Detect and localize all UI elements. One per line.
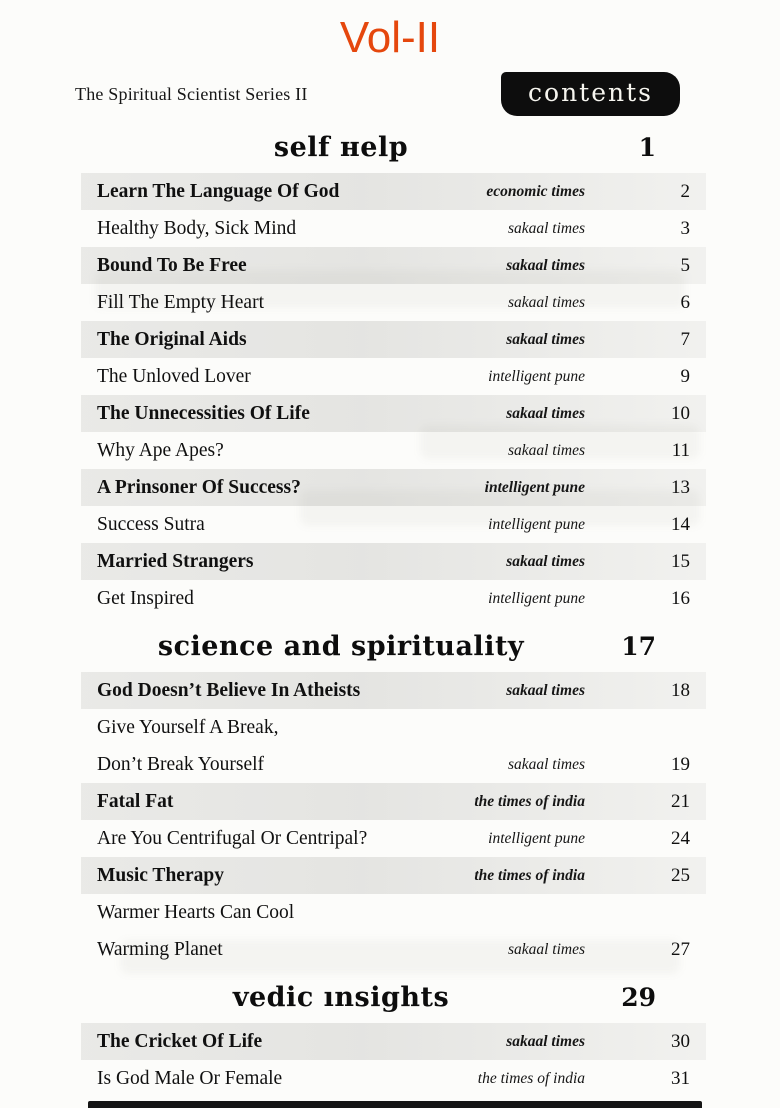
- toc-entry: [81, 321, 706, 358]
- entry-page-number: 6: [680, 292, 690, 314]
- entry-page-number: 7: [680, 329, 690, 351]
- entry-page-number: 30: [671, 1031, 690, 1053]
- toc-entry: [81, 672, 706, 709]
- entry-page-number: 2: [680, 181, 690, 203]
- toc-entry: [97, 358, 690, 395]
- table-of-contents: [0, 128, 780, 1097]
- entry-title: Why Ape Apes?: [97, 440, 224, 462]
- entry-page-number: 11: [671, 440, 690, 462]
- toc-entry: [97, 820, 690, 857]
- entry-page-number: 15: [671, 551, 690, 573]
- entry-page-number: 21: [671, 791, 690, 813]
- entry-source: the times of india: [474, 867, 585, 885]
- page-header: [0, 70, 780, 118]
- entry-source: sakaal times: [507, 294, 585, 312]
- entry-title: Success Sutra: [97, 514, 205, 536]
- entry-page-number: 27: [671, 939, 690, 961]
- entry-title: Fill The Empty Heart: [97, 292, 264, 314]
- entry-page-number: 31: [671, 1068, 690, 1090]
- entry-source: sakaal times: [507, 941, 585, 959]
- entry-title: Warmer Hearts Can Cool Warming Planet: [97, 902, 295, 961]
- toc-entry: [81, 395, 706, 432]
- entry-page-number: 25: [671, 865, 690, 887]
- toc-entry: [97, 210, 690, 247]
- entry-source: sakaal times: [506, 1033, 585, 1051]
- entry-source: the times of india: [477, 1070, 585, 1088]
- entry-title: Music Therapy: [97, 865, 224, 887]
- section-page-number: 29: [621, 983, 656, 1013]
- series-title: The Spiritual Scientist Series II: [75, 83, 308, 104]
- toc-entry: [81, 247, 706, 284]
- entry-source: intelligent pune: [484, 479, 585, 497]
- entry-source: sakaal times: [506, 553, 585, 571]
- entry-title: Fatal Fat: [97, 791, 174, 813]
- section-title-wrap: [97, 128, 585, 168]
- entry-page-number: 24: [671, 828, 690, 850]
- toc-entry: [97, 284, 690, 321]
- toc-entry: [97, 709, 690, 783]
- section-header: [97, 978, 690, 1018]
- entry-source: sakaal times: [507, 756, 585, 774]
- section-header: [97, 128, 690, 168]
- entry-source: the times of india: [474, 793, 585, 811]
- toc-entry: [81, 173, 706, 210]
- entry-source: sakaal times: [507, 442, 585, 460]
- entry-title: The Cricket Of Life: [97, 1031, 263, 1053]
- entry-title: Give Yourself A Break, Don’t Break Yourself: [97, 717, 279, 776]
- contents-badge: contents: [501, 72, 680, 116]
- section-page-number: 1: [638, 133, 656, 163]
- entry-source: intelligent pune: [488, 368, 585, 386]
- section-page-number: 17: [621, 632, 656, 662]
- entry-title: A Prinsoner Of Success?: [97, 477, 301, 499]
- toc-entry: [81, 1023, 706, 1060]
- entry-title: The Unnecessities Of Life: [97, 403, 310, 425]
- toc-section: [97, 128, 690, 617]
- entry-source: intelligent pune: [488, 830, 585, 848]
- entry-source: sakaal times: [506, 257, 585, 275]
- entry-page-number: 18: [671, 680, 690, 702]
- entry-title: Get Inspired: [97, 588, 194, 610]
- entry-source: intelligent pune: [488, 516, 585, 534]
- toc-entry: [97, 1060, 690, 1097]
- entry-page-number: 16: [671, 588, 690, 610]
- entry-page-number: 14: [671, 514, 690, 536]
- toc-entry: [97, 432, 690, 469]
- volume-title: Vol-II: [339, 13, 441, 62]
- entry-title: The Original Aids: [97, 329, 247, 351]
- toc-entry: [81, 857, 706, 894]
- toc-entry: [97, 894, 690, 968]
- toc-entry: [97, 506, 690, 543]
- entry-page-number: 19: [671, 754, 690, 776]
- entry-source: sakaal times: [507, 220, 585, 238]
- entry-source: economic times: [486, 183, 585, 201]
- section-title: vedic ınsights: [232, 982, 450, 1014]
- toc-entry: [81, 469, 706, 506]
- entry-title: Bound To Be Free: [97, 255, 247, 277]
- toc-entry: [97, 580, 690, 617]
- entry-title: Learn The Language Of God: [97, 181, 340, 203]
- entry-title: Is God Male Or Female: [97, 1068, 283, 1090]
- entry-source: sakaal times: [506, 682, 585, 700]
- entry-source: intelligent pune: [488, 590, 585, 608]
- section-title-wrap: [97, 627, 585, 667]
- section-title: self нelp: [273, 132, 409, 164]
- toc-section: [97, 627, 690, 968]
- entry-source: sakaal times: [506, 405, 585, 423]
- page-bottom-scan-edge: [88, 1101, 702, 1108]
- entry-page-number: 9: [680, 366, 690, 388]
- toc-entry: [81, 543, 706, 580]
- entry-title: God Doesn’t Believe In Atheists: [97, 680, 361, 702]
- entry-title: Healthy Body, Sick Mind: [97, 218, 297, 240]
- entry-title: Are You Centrifugal Or Centripal?: [97, 828, 368, 850]
- entry-page-number: 3: [680, 218, 690, 240]
- entry-page-number: 13: [671, 477, 690, 499]
- entry-title: Married Strangers: [97, 551, 254, 573]
- entry-title: The Unloved Lover: [97, 366, 251, 388]
- entry-source: sakaal times: [506, 331, 585, 349]
- toc-section: [97, 978, 690, 1097]
- entry-page-number: 5: [680, 255, 690, 277]
- entry-page-number: 10: [671, 403, 690, 425]
- toc-entry: [81, 783, 706, 820]
- section-header: [97, 627, 690, 667]
- section-title-wrap: [97, 978, 585, 1018]
- section-title: science and spirituality: [157, 631, 525, 663]
